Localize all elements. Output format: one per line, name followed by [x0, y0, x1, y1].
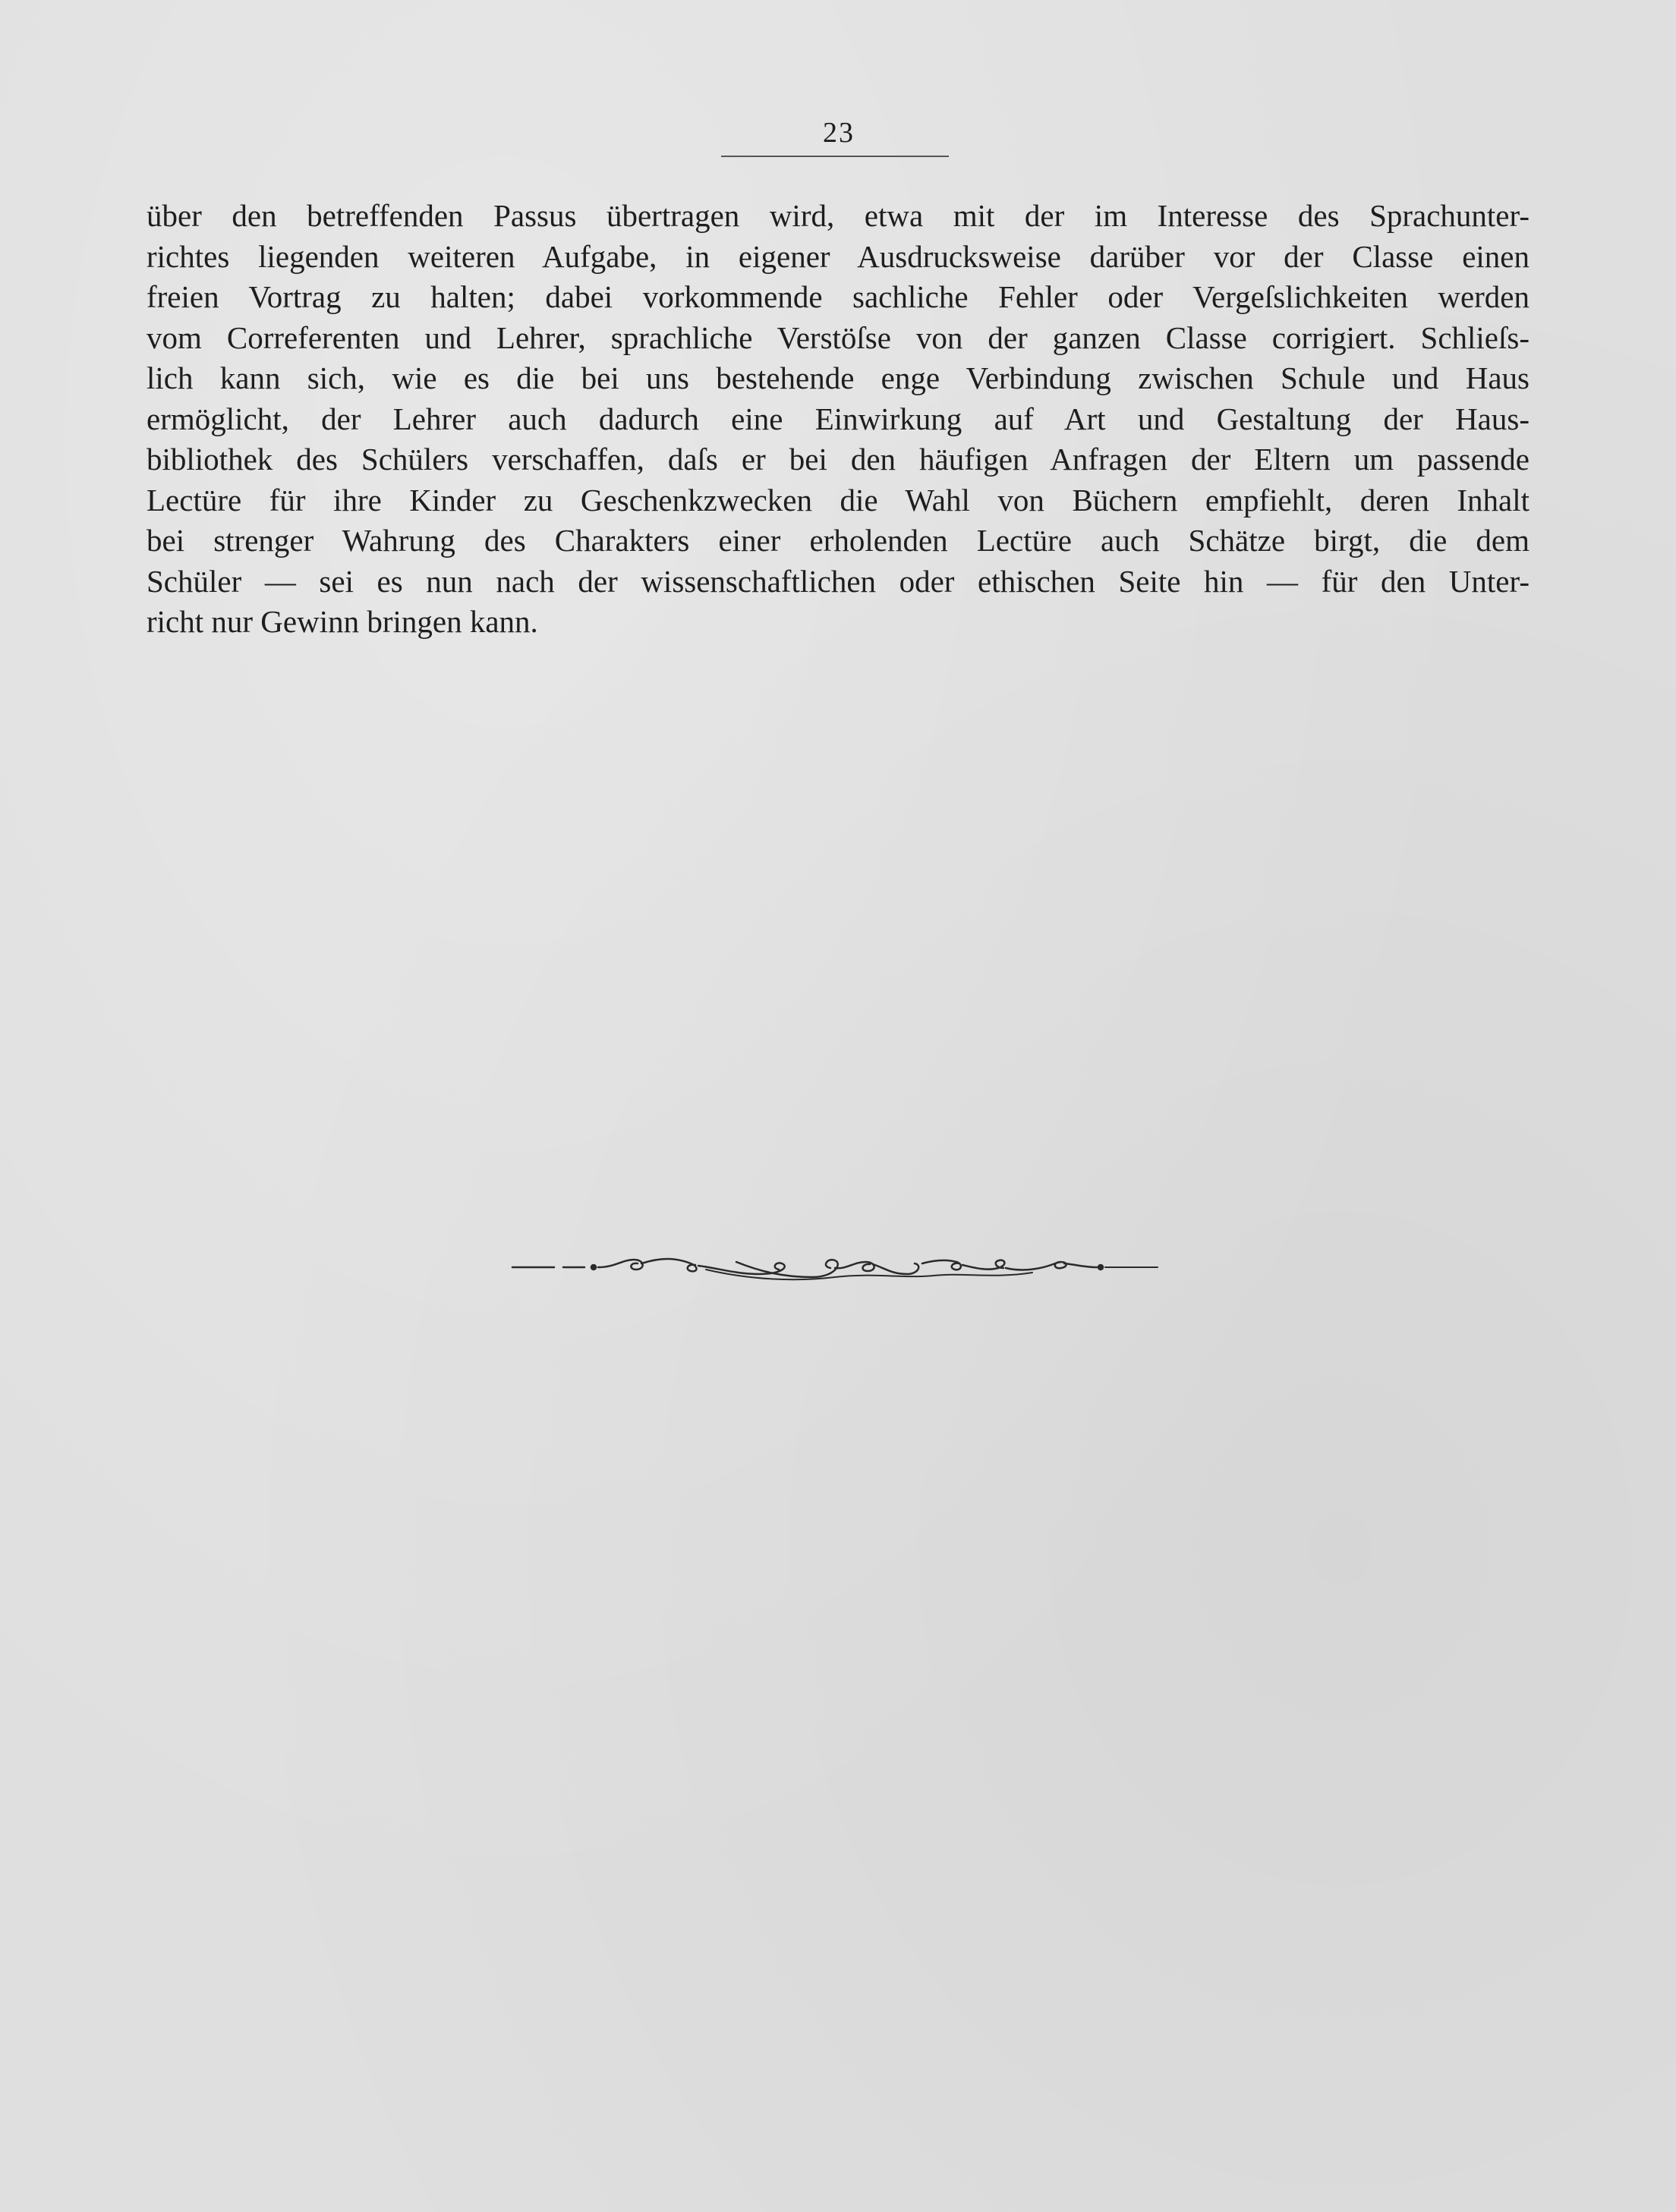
- page-header: [721, 114, 956, 159]
- text-line: ermöglicht, der Lehrer auch dadurch eine Einwirkung auf Art und Gestaltung der Haus-: [146, 401, 1530, 436]
- text-line: richt nur Gewinn bringen kann.: [146, 604, 538, 639]
- header-rule: [721, 156, 949, 157]
- text-line: bibliothek des Schülers verschaffen, daſs er bei den häufigen Anfragen der Eltern um passende: [146, 442, 1530, 477]
- text-line: bei strenger Wahrung des Charakters einer erholenden Lectüre auch Schätze birgt, die dem: [146, 523, 1530, 558]
- decorative-flourish-divider-icon: [509, 1241, 1161, 1294]
- page-number: 23: [823, 117, 855, 149]
- text-line: Lectüre für ihre Kinder zu Geschenkzwecken die Wahl von Büchern empfiehlt, deren Inhalt: [146, 482, 1530, 518]
- text-line: freien Vortrag zu halten; dabei vorkommende sachliche Fehler oder Vergeſslichkeiten werden: [146, 279, 1530, 314]
- text-line: lich kann sich, wie es die bei uns bestehende enge Verbindung zwischen Schule und Haus: [146, 360, 1530, 395]
- text-line: über den betreffenden Passus übertragen wird, etwa mit der im Interesse des Sprachunter-: [146, 198, 1530, 233]
- body-paragraph: [146, 196, 1530, 643]
- text-line: richtes liegenden weiteren Aufgabe, in eigener Ausdrucksweise darüber vor der Classe einen: [146, 238, 1530, 274]
- text-line: vom Correferenten und Lehrer, sprachliche Verstöſse von der ganzen Classe corrigiert. Schlieſs-: [146, 319, 1530, 355]
- text-line: Schüler — sei es nun nach der wissenschaftlichen oder ethischen Seite hin — für den Unter-: [146, 563, 1530, 599]
